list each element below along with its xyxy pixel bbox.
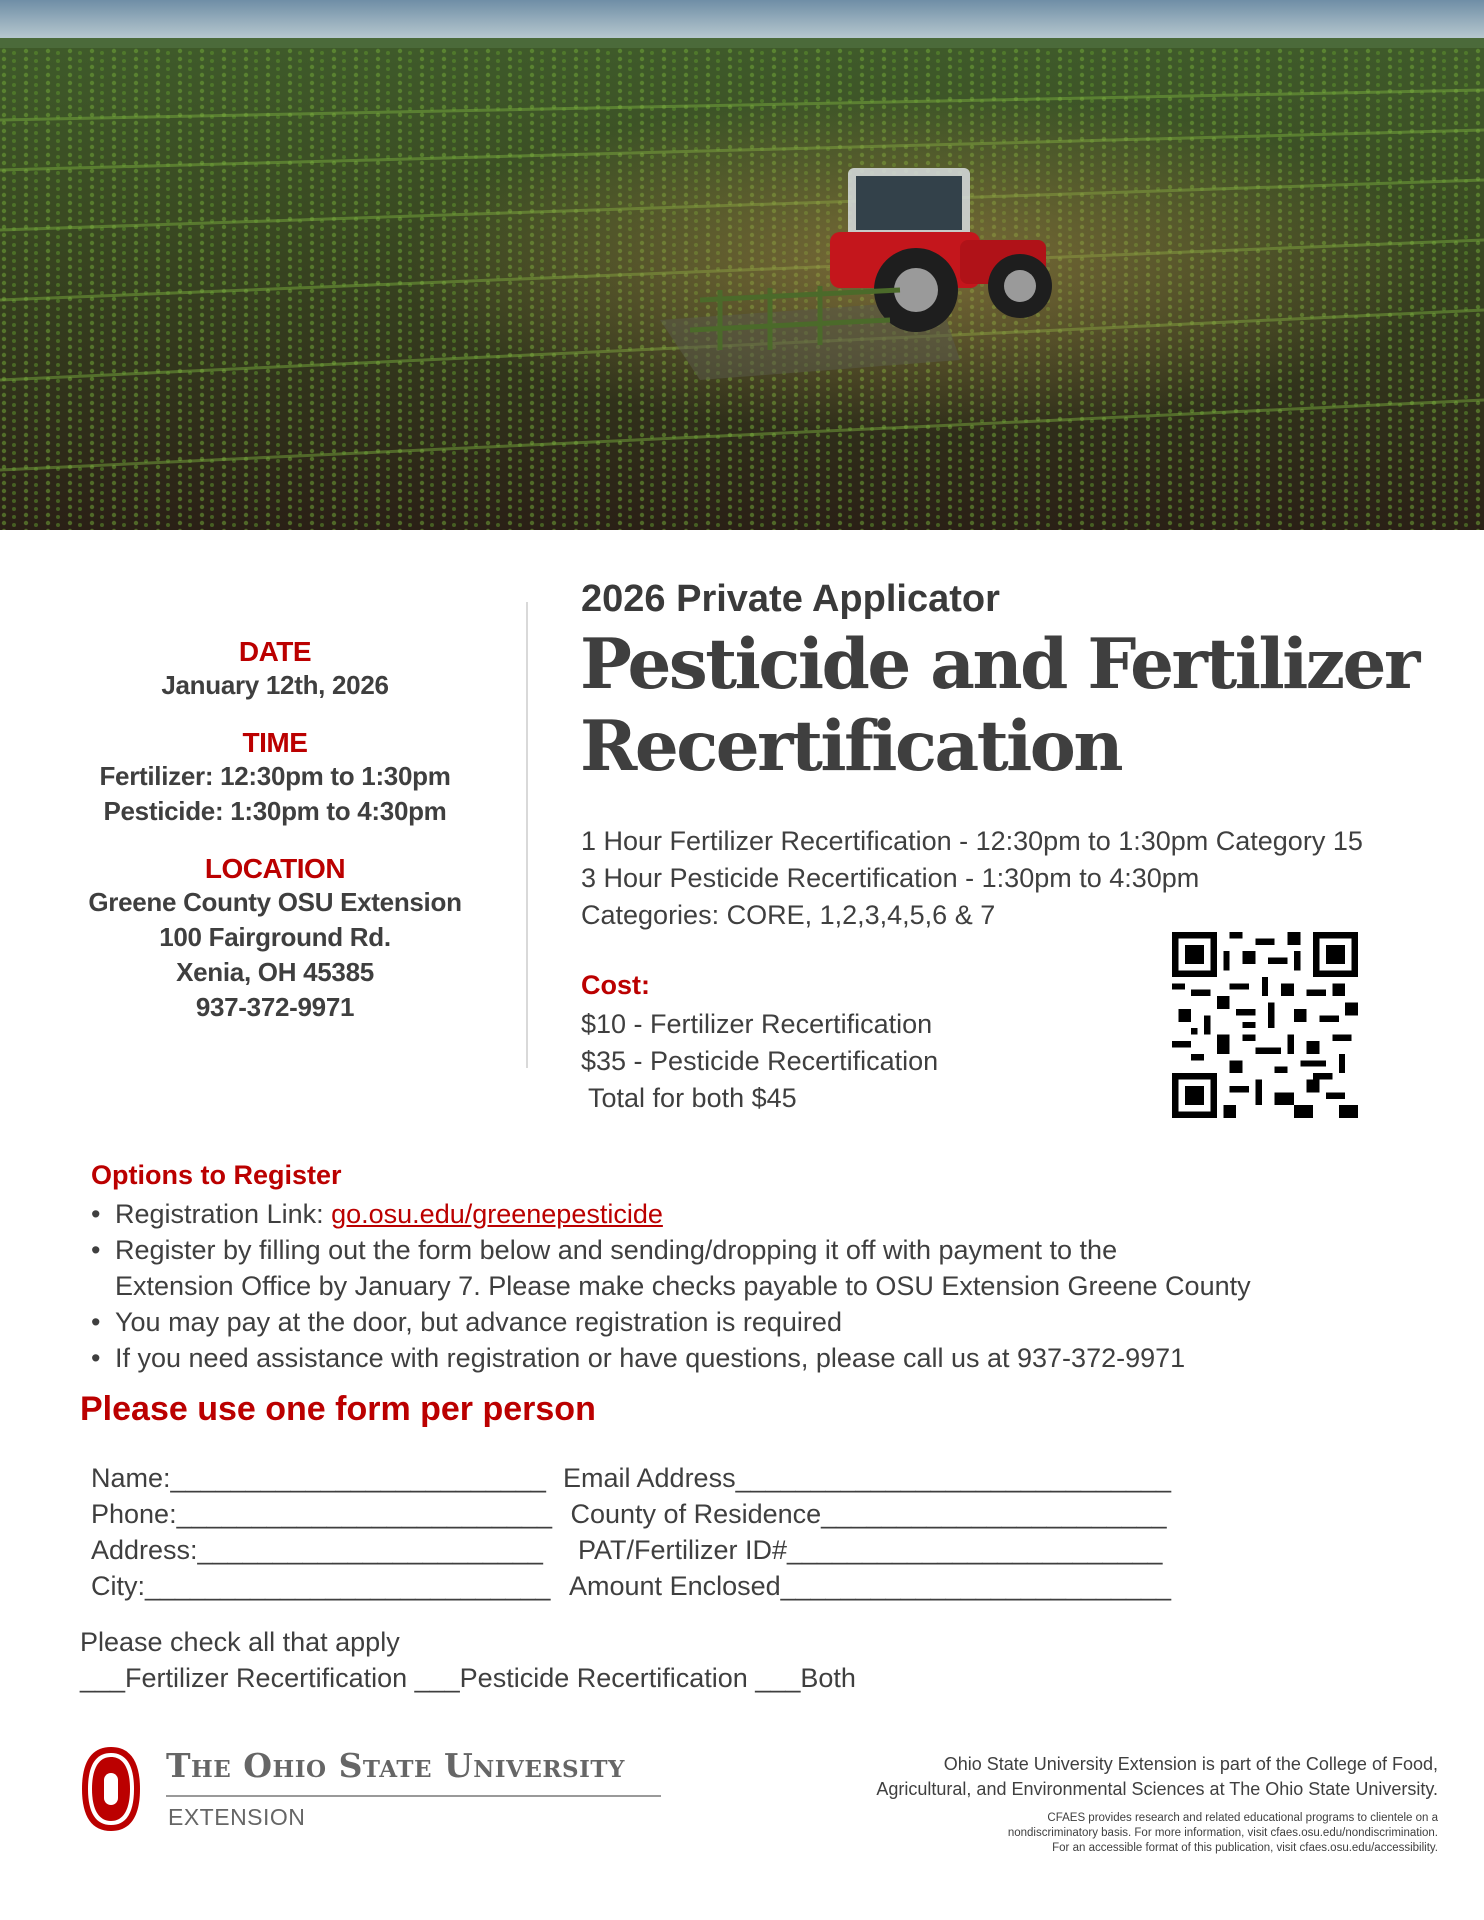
address-field[interactable]: Address:_______________________ [91,1535,543,1565]
course-description [581,823,1363,934]
date-label: DATE [238,636,312,667]
description-line: 3 Hour Pesticide Recertification - 1:30pm to 4:30pm [581,863,1200,893]
footer-statement [876,1752,1438,1802]
footer-small-line: nondiscriminatory basis. For more information, visit cfaes.osu.edu/nondiscrimination. [1007,1827,1438,1839]
email-field[interactable]: Email Address_____________________________ [563,1463,1172,1493]
check-intro: Please check all that apply [80,1627,400,1657]
name-field[interactable]: Name:_________________________ [91,1463,546,1493]
tractor-field-image [0,0,1484,530]
form-heading: Please use one form per person [80,1390,596,1428]
bullet-text: Extension Office by January 7. Please make checks payable to OSU Extension Greene County [115,1271,1251,1301]
description-line: 1 Hour Fertilizer Recertification - 12:30pm to 1:30pm Category 15 [581,826,1363,856]
footer-line: Ohio State University Extension is part of the College of Food, [943,1754,1438,1774]
title-line-2: Recertification [580,706,1121,787]
extension-label: EXTENSION [168,1804,306,1830]
qr-code-icon[interactable] [1172,932,1358,1118]
event-details [60,636,490,1025]
list-item [91,1340,1251,1376]
phone-field[interactable]: Phone:_________________________ [91,1499,552,1529]
page-subtitle: 2026 Private Applicator [581,578,1000,620]
event-date: January 12th, 2026 [161,670,389,700]
list-item [91,1232,1251,1304]
footer-line: Agricultural, and Environmental Sciences at The Ohio State University. [876,1779,1438,1799]
title-line-1: Pesticide and Fertilizer [580,624,1418,705]
list-item [91,1196,1251,1232]
cost-label: Cost: [581,970,650,1000]
registration-link[interactable]: go.osu.edu/greenepesticide [331,1199,663,1229]
footer-small-line: CFAES provides research and related educational programs to clientele on a [1047,1812,1438,1824]
link-prefix: Registration Link: [115,1199,332,1229]
cost-line: Total for both $45 [581,1083,797,1113]
footer-small-line: For an accessible format of this publication, visit cfaes.osu.edu/accessibility. [1052,1842,1438,1854]
cost-list [581,1006,938,1117]
check-options[interactable]: ___Fertilizer Recertification ___Pesticide Recertification ___Both [80,1663,856,1693]
bullet-text: You may pay at the door, but advance registration is required [115,1307,842,1337]
description-line: Categories: CORE, 1,2,3,4,5,6 & 7 [581,900,996,930]
block-o-logo-icon [80,1745,142,1833]
cost-line: $10 - Fertilizer Recertification [581,1009,933,1039]
options-label: Options to Register [91,1160,342,1190]
list-item [91,1304,1251,1340]
time-pesticide: Pesticide: 1:30pm to 4:30pm [103,796,447,826]
university-name: The Ohio State University [166,1746,625,1785]
hero-photo [0,0,1484,530]
registration-form [91,1460,1171,1604]
column-divider [526,602,528,1068]
county-field[interactable]: County of Residence_______________________ [563,1499,1167,1529]
divider [166,1795,661,1797]
footer-disclaimer [1008,1811,1438,1856]
city-field[interactable]: City:___________________________ [91,1571,551,1601]
cost-line: $35 - Pesticide Recertification [581,1046,939,1076]
options-list [91,1196,1251,1376]
time-fertilizer: Fertilizer: 12:30pm to 1:30pm [99,761,451,791]
amount-field[interactable]: Amount Enclosed__________________________ [563,1571,1172,1601]
location-name: Greene County OSU Extension [88,887,462,917]
location-phone: 937-372-9971 [195,992,355,1022]
bullet-text: If you need assistance with registration or have questions, please call us at 937-372-9971 [115,1343,1186,1373]
time-label: TIME [242,727,308,758]
location-label: LOCATION [204,853,346,884]
pat-id-field[interactable]: PAT/Fertilizer ID#_________________________ [563,1535,1163,1565]
location-street: 100 Fairground Rd. [159,922,391,952]
location-city: Xenia, OH 45385 [176,957,374,987]
page-title [580,624,1418,788]
bullet-text: Register by filling out the form below and sending/dropping it off with payment to the [115,1235,1118,1265]
